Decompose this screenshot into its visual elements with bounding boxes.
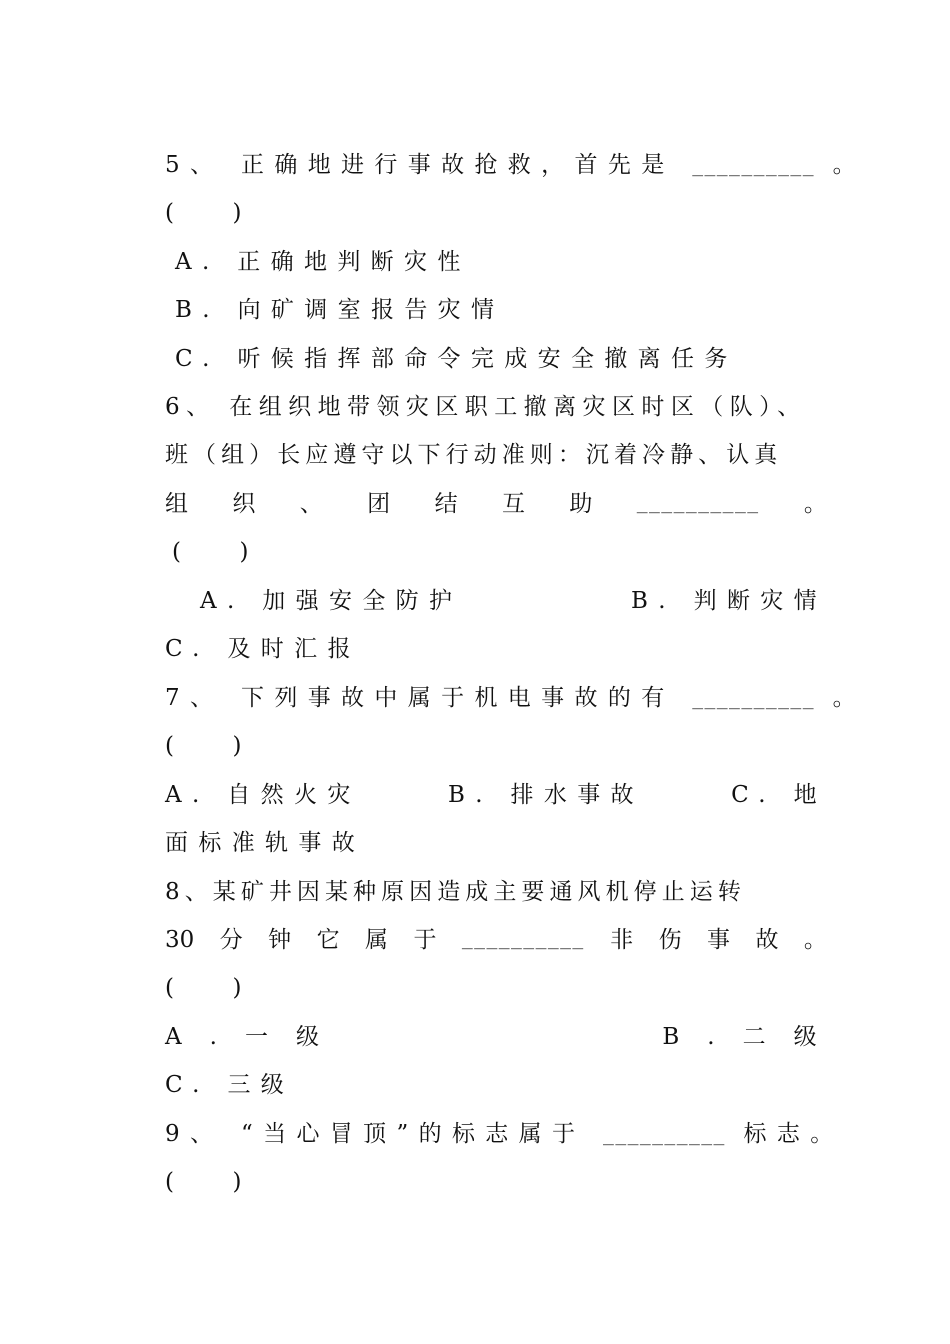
q7-blank: __________ bbox=[692, 689, 815, 710]
q6-line1: 6、 在组织地带领灾区职工撤离灾区时区（队）、 bbox=[165, 394, 807, 420]
q6-line3 bbox=[165, 487, 827, 521]
q6-w3: 团 bbox=[367, 491, 391, 517]
q6-paren-text: ( ) bbox=[172, 539, 249, 565]
q5-option-a: A. 正确地判断灾性 bbox=[175, 249, 471, 275]
q8-option-b: B . 二 级 bbox=[662, 1024, 827, 1050]
q8-options-ab bbox=[165, 1020, 827, 1054]
q8-blank: __________ bbox=[461, 929, 585, 950]
q9-paren bbox=[165, 1165, 827, 1199]
q8-line1: 8、某矿井因某种原因造成主要通风机停止运转 bbox=[165, 879, 746, 905]
q9-blank: __________ bbox=[603, 1125, 726, 1146]
q8-paren-text: ( ) bbox=[165, 975, 242, 1001]
q7-stem: 7、 下列事故中属于机电事故的有 bbox=[165, 685, 675, 711]
q6-paren bbox=[172, 535, 834, 569]
q5-blank: __________ bbox=[692, 156, 815, 177]
q6-w6: 助 bbox=[569, 491, 593, 517]
q6-line2: 班（组）长应遵守以下行动准则：沉着冷静、认真 bbox=[165, 442, 783, 468]
q6-w5: 互 bbox=[501, 491, 525, 517]
q5-paren bbox=[165, 196, 827, 230]
q6-options-ab bbox=[200, 584, 827, 618]
q8-t0: 非 bbox=[610, 927, 634, 953]
q7-paren bbox=[165, 729, 827, 763]
q6-w0: 组 bbox=[165, 491, 188, 517]
q8-t3: 故 bbox=[755, 927, 779, 953]
q5-stem-line bbox=[165, 148, 867, 182]
q7-end: 。 bbox=[832, 685, 867, 711]
q5-end: 。 bbox=[832, 152, 867, 178]
q8-w4: 属 bbox=[365, 927, 389, 953]
q6-option-c: C. 及时汇报 bbox=[165, 636, 361, 662]
q9-paren-text: ( ) bbox=[165, 1169, 242, 1195]
q8-t4: 。 bbox=[803, 927, 827, 953]
q5-option-c: C. 听候指挥部命令完成安全撤离任务 bbox=[175, 346, 738, 372]
q8-option-c: C. 三级 bbox=[165, 1072, 295, 1098]
q6-w4: 结 bbox=[434, 491, 458, 517]
q7-option-c-part2: 面标准轨事故 bbox=[165, 830, 366, 856]
q8-w1: 分 bbox=[219, 927, 243, 953]
q6-blank: __________ bbox=[636, 493, 760, 514]
q8-w0: 30 bbox=[165, 927, 195, 953]
q9-stem-line bbox=[165, 1117, 844, 1151]
q6-w1: 织 bbox=[232, 491, 256, 517]
q8-option-a: A . 一 级 bbox=[165, 1024, 330, 1050]
q8-line2 bbox=[165, 923, 827, 957]
q6-w2: 、 bbox=[299, 491, 323, 517]
q8-w2: 钟 bbox=[268, 927, 292, 953]
q9-end: 标志。 bbox=[743, 1121, 844, 1147]
q7-option-c-part1: C. 地 bbox=[731, 782, 827, 808]
q7-option-b: B. 排水事故 bbox=[447, 782, 644, 808]
q8-t1: 伤 bbox=[658, 927, 682, 953]
q5-stem: 5、 正确地进行事故抢救，首先是 bbox=[165, 152, 675, 178]
q9-stem: 9、 “当心冒顶”的标志属于 bbox=[165, 1121, 586, 1147]
q5-option-b: B. 向矿调室报告灾情 bbox=[175, 297, 505, 323]
q6-option-a: A. 加强安全防护 bbox=[200, 588, 463, 614]
q8-w5: 于 bbox=[413, 927, 437, 953]
q8-w3: 它 bbox=[316, 927, 340, 953]
q5-paren-text: ( ) bbox=[165, 200, 242, 226]
q6-option-b: B. 判断灾情 bbox=[631, 588, 827, 614]
q7-paren-text: ( ) bbox=[165, 733, 242, 759]
q8-t2: 事 bbox=[707, 927, 730, 953]
q7-options bbox=[165, 778, 827, 812]
q6-end: 。 bbox=[803, 491, 827, 517]
q7-option-a: A. 自然火灾 bbox=[165, 782, 361, 808]
q7-stem-line bbox=[165, 681, 867, 715]
q8-paren bbox=[165, 971, 827, 1005]
